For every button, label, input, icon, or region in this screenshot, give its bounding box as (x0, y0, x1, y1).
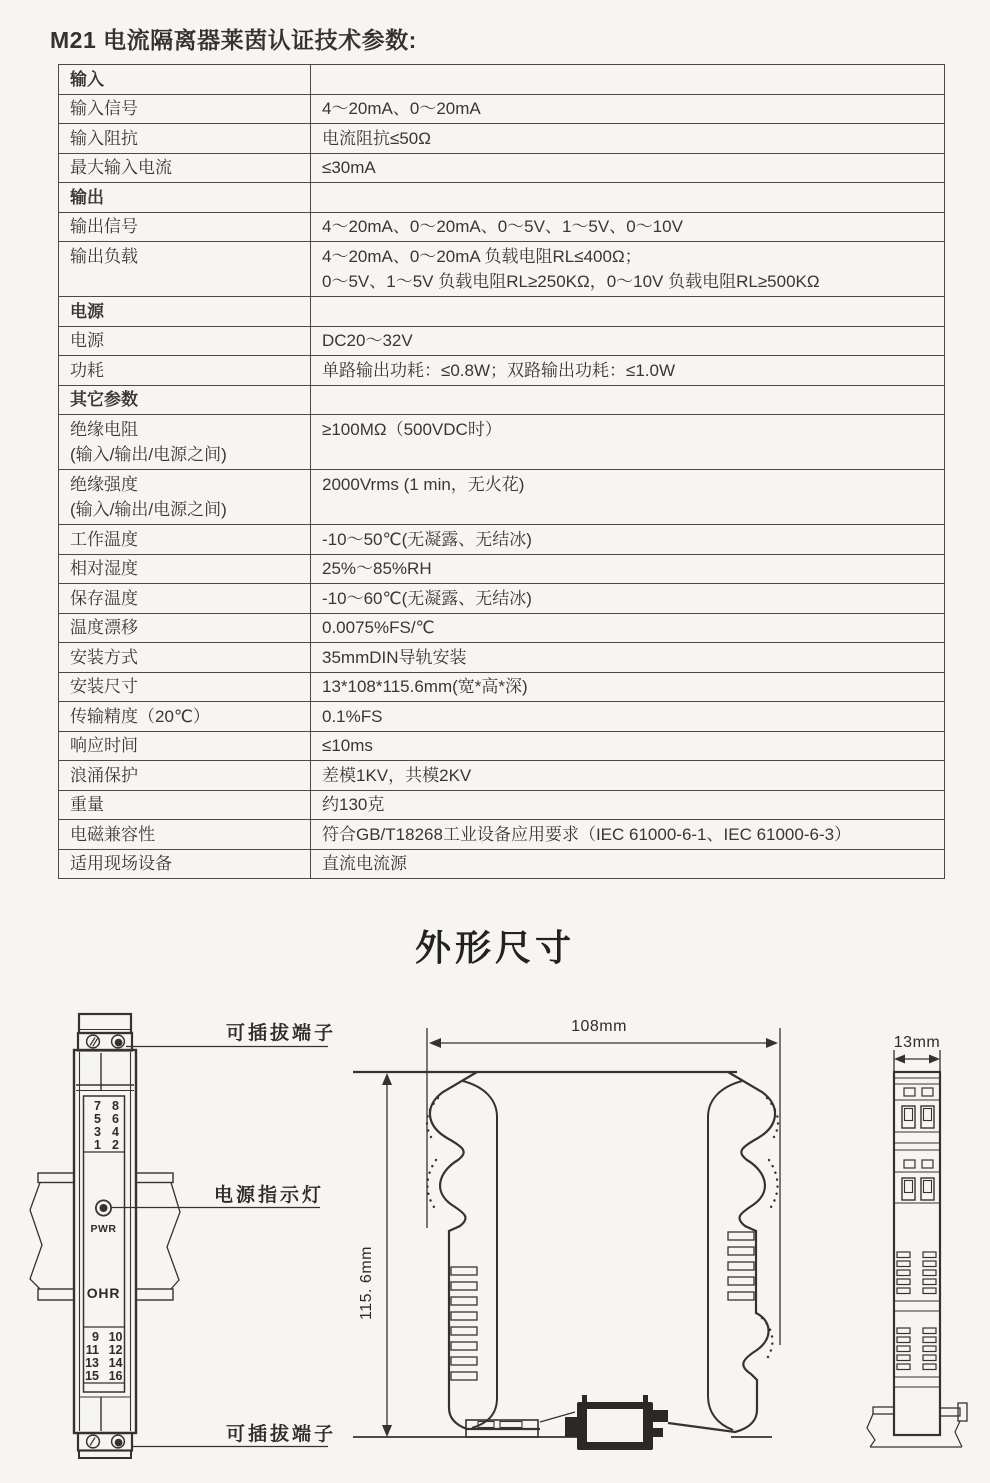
pin-number: 12 (108, 1343, 123, 1357)
param-value: 符合GB/T18268工业设备应用要求（IEC 61000-6-1、IEC 61000-6-3） (311, 820, 945, 850)
pin-number: 11 (85, 1343, 99, 1357)
width-dimension (427, 1018, 780, 1345)
pin-number: 6 (112, 1112, 119, 1126)
module-narrow (867, 1072, 967, 1447)
height-dimension (358, 1073, 392, 1437)
pin-number: 4 (112, 1125, 119, 1139)
param-label: 输入信号 (59, 94, 311, 124)
table-row (59, 643, 945, 673)
terminal-numbers-top (94, 1099, 119, 1152)
outline-dimensions-heading: 外形尺寸 (414, 927, 575, 968)
dotted-contour (427, 1160, 436, 1207)
param-label: 响应时间 (59, 731, 311, 761)
param-value: -10～50℃(无凝露、无结冰) (311, 525, 945, 555)
table-row (59, 124, 945, 154)
arrowhead (429, 1038, 441, 1048)
table-row (59, 356, 945, 386)
pin-number: 7 (94, 1099, 101, 1113)
table-row (59, 554, 945, 584)
param-label: 安装尺寸 (59, 672, 311, 702)
section-label: 输出 (59, 183, 311, 213)
param-value (311, 65, 945, 95)
section-label: 其它参数 (59, 385, 311, 415)
section-label: 输入 (59, 65, 311, 95)
label-pluggable-terminal-bottom: 可插拔端子 (225, 1424, 337, 1445)
param-label: 相对湿度 (59, 554, 311, 584)
param-label: 适用现场设备 (59, 849, 311, 879)
vent-slots (897, 1328, 936, 1370)
page-title: M21 电流隔离器莱茵认证技术参数: (50, 27, 417, 53)
arrowhead (382, 1425, 392, 1437)
pin-number: 16 (108, 1369, 123, 1383)
param-label: 重量 (59, 790, 311, 820)
section-label: 电源 (59, 297, 311, 327)
param-value: -10～60℃(无凝露、无结冰) (311, 584, 945, 614)
height-dim-label: 115. 6mm (358, 1246, 375, 1320)
param-label: 最大输入电流 (59, 153, 311, 183)
arrowhead (929, 1055, 940, 1064)
param-value: 4～20mA、0～20mA 负载电阻RL≤400Ω； 0～5V、1～5V 负载电阻RL≥250KΩ，0～10V 负载电阻RL≥500KΩ (311, 242, 945, 297)
param-value: 13*108*115.6mm(宽*高*深) (311, 672, 945, 702)
table-row (59, 153, 945, 183)
table-row (59, 297, 945, 327)
param-label: 绝缘强度 (输入/输出/电源之间) (59, 470, 311, 525)
front-view-figure (30, 1014, 336, 1458)
param-value: 35mmDIN导轨安装 (311, 643, 945, 673)
param-value: ≤30mA (311, 153, 945, 183)
pin-number: 8 (112, 1099, 119, 1113)
arrowhead (766, 1038, 778, 1048)
dotted-contour (769, 1160, 778, 1207)
param-label: 电磁兼容性 (59, 820, 311, 850)
param-label: 输出信号 (59, 212, 311, 242)
param-label: 保存温度 (59, 584, 311, 614)
terminal-numbers-bottom (85, 1330, 122, 1383)
param-label: 输出负载 (59, 242, 311, 297)
module-front (74, 1014, 136, 1458)
spec-table (58, 64, 945, 879)
param-label: 绝缘电阻 (输入/输出/电源之间) (59, 415, 311, 470)
arrowhead (382, 1073, 392, 1085)
dimension-drawings (0, 1000, 990, 1483)
side-view-figure (353, 1018, 780, 1450)
label-power-indicator: 电源指示灯 (213, 1185, 325, 1206)
param-label: 传输精度（20℃） (59, 702, 311, 732)
table-row (59, 702, 945, 732)
param-value: 25%～85%RH (311, 554, 945, 584)
label-pluggable-terminal-top: 可插拔端子 (225, 1023, 337, 1044)
param-value: 2000Vrms (1 min，无火花) (311, 470, 945, 525)
table-row (59, 613, 945, 643)
table-row (59, 326, 945, 356)
param-value: 约130克 (311, 790, 945, 820)
table-row (59, 849, 945, 879)
depth-dimension (894, 1034, 940, 1071)
param-label: 工作温度 (59, 525, 311, 555)
pin-number: 2 (112, 1138, 119, 1152)
param-value (311, 385, 945, 415)
param-value: 0.1%FS (311, 702, 945, 732)
pin-number: 1 (94, 1138, 101, 1152)
table-row (59, 183, 945, 213)
vent-slots (728, 1232, 754, 1300)
callouts (112, 1021, 336, 1447)
width-dim-label: 108mm (571, 1018, 627, 1035)
table-row (59, 385, 945, 415)
table-row (59, 584, 945, 614)
pin-number: 15 (85, 1369, 99, 1383)
pin-number: 10 (108, 1330, 123, 1344)
table-row (59, 820, 945, 850)
table-row (59, 212, 945, 242)
param-value: 单路输出功耗：≤0.8W；双路输出功耗：≤1.0W (311, 356, 945, 386)
table-row (59, 242, 945, 297)
table-row (59, 672, 945, 702)
module-profile (353, 1072, 778, 1450)
param-value: 4～20mA、0～20mA、0～5V、1～5V、0～10V (311, 212, 945, 242)
table-row (59, 65, 945, 95)
vent-slots (897, 1252, 936, 1294)
top-view-figure (867, 1034, 967, 1447)
table-row (59, 415, 945, 470)
param-value: 差模1KV，共模2KV (311, 761, 945, 791)
table-row (59, 731, 945, 761)
param-label: 浪涌保护 (59, 761, 311, 791)
din-rail (30, 1173, 180, 1300)
vent-slots (451, 1267, 477, 1380)
table-row (59, 525, 945, 555)
table-row (59, 790, 945, 820)
param-value: ≤10ms (311, 731, 945, 761)
param-value: ≥100MΩ（500VDC时） (311, 415, 945, 470)
depth-dim-label: 13mm (893, 1034, 941, 1051)
param-label: 安装方式 (59, 643, 311, 673)
param-label: 功耗 (59, 356, 311, 386)
pin-number: 13 (85, 1356, 99, 1370)
param-value: 4～20mA、0～20mA (311, 94, 945, 124)
param-value: DC20～32V (311, 326, 945, 356)
arrowhead (894, 1055, 905, 1064)
param-value: 电流阻抗≤50Ω (311, 124, 945, 154)
param-value (311, 183, 945, 213)
pin-number: 3 (94, 1125, 101, 1139)
pin-number: 14 (108, 1356, 123, 1370)
param-label: 电源 (59, 326, 311, 356)
pin-number: 9 (92, 1330, 99, 1344)
table-row (59, 470, 945, 525)
din-clip (565, 1395, 668, 1450)
din-rail-section (867, 1403, 967, 1447)
table-row (59, 761, 945, 791)
pwr-label: PWR (90, 1223, 117, 1235)
param-value: 0.0075%FS/℃ (311, 613, 945, 643)
table-row (59, 94, 945, 124)
param-value (311, 297, 945, 327)
param-label: 输入阻抗 (59, 124, 311, 154)
param-value: 直流电流源 (311, 849, 945, 879)
param-label: 温度漂移 (59, 613, 311, 643)
pin-number: 5 (94, 1112, 101, 1126)
brand-logo: OHR (86, 1285, 121, 1301)
